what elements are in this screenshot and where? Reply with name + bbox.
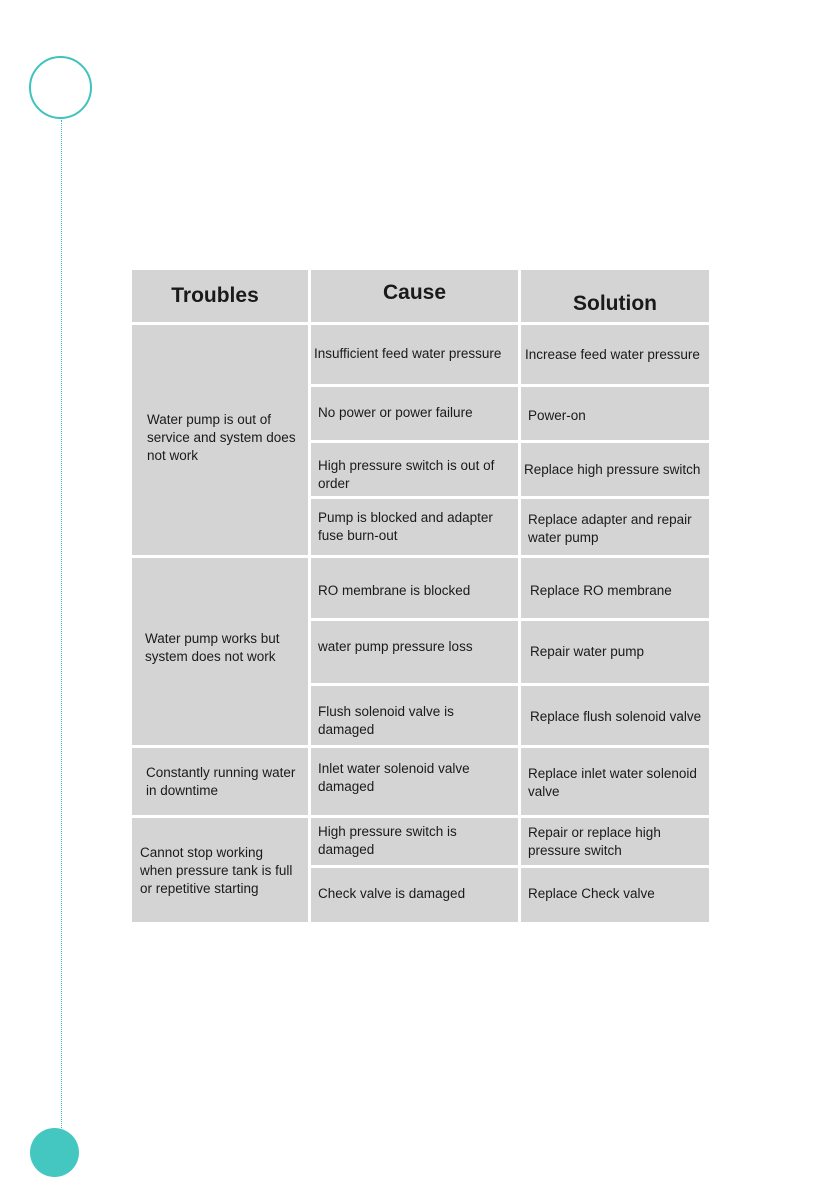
solution-text: Replace adapter and repair water pump (528, 512, 692, 545)
solution-cell (521, 868, 709, 922)
solution-text: Replace flush solenoid valve (530, 709, 702, 724)
decorative-circle-filled (30, 1128, 79, 1177)
solution-text: Replace RO membrane (530, 583, 672, 598)
solution-text: Repair or replace high pressure switch (528, 825, 661, 858)
trouble-text: Water pump works but system does not work (145, 631, 280, 664)
solution-cell (521, 818, 709, 865)
solution-cell (521, 748, 709, 815)
cause-text: RO membrane is blocked (318, 583, 471, 598)
solution-cell (521, 387, 709, 440)
cause-cell (311, 325, 518, 384)
solution-text: Replace high pressure switch (524, 462, 701, 477)
cause-text: High pressure switch is out of order (318, 458, 495, 491)
cause-cell (311, 621, 518, 683)
cause-cell (311, 387, 518, 440)
trouble-cell (132, 325, 308, 555)
cause-text: No power or power failure (318, 405, 473, 420)
trouble-text: Constantly running water in downtime (146, 765, 296, 798)
solution-cell (521, 686, 709, 745)
cause-text: Pump is blocked and adapter fuse burn-out (318, 510, 493, 543)
trouble-cell (132, 748, 308, 815)
solution-cell (521, 443, 709, 496)
solution-text: Replace Check valve (528, 886, 655, 901)
header-cause: Cause (311, 270, 518, 322)
troubleshooting-table (129, 267, 711, 924)
solution-cell (521, 558, 709, 618)
solution-cell (521, 499, 709, 555)
cause-cell (311, 748, 518, 815)
cause-cell (311, 499, 518, 555)
cause-text: water pump pressure loss (318, 639, 473, 654)
solution-text: Replace inlet water solenoid valve (528, 766, 697, 799)
cause-text: High pressure switch is damaged (318, 824, 457, 857)
cause-cell (311, 443, 518, 496)
trouble-cell (132, 818, 308, 922)
cause-cell (311, 868, 518, 922)
solution-cell (521, 621, 709, 683)
cause-text: Flush solenoid valve is damaged (318, 704, 454, 737)
trouble-text: Water pump is out of service and system does not work (147, 412, 296, 463)
cause-text: Check valve is damaged (318, 886, 466, 901)
solution-text: Increase feed water pressure (525, 347, 700, 362)
solution-text: Power-on (528, 408, 586, 423)
header-solution: Solution (521, 270, 709, 322)
solution-text: Repair water pump (530, 644, 645, 659)
solution-cell (521, 325, 709, 384)
cause-text: Inlet water solenoid valve damaged (318, 761, 470, 794)
header-troubles: Troubles (132, 270, 308, 322)
trouble-cell (132, 558, 308, 745)
trouble-text: Cannot stop working when pressure tank is full or repetitive starting (140, 845, 293, 896)
cause-cell (311, 686, 518, 745)
decorative-circle-outline (29, 56, 92, 119)
cause-text: Insufficient feed water pressure (314, 346, 502, 361)
decorative-dotted-line (61, 120, 62, 1132)
cause-cell (311, 818, 518, 865)
cause-cell (311, 558, 518, 618)
